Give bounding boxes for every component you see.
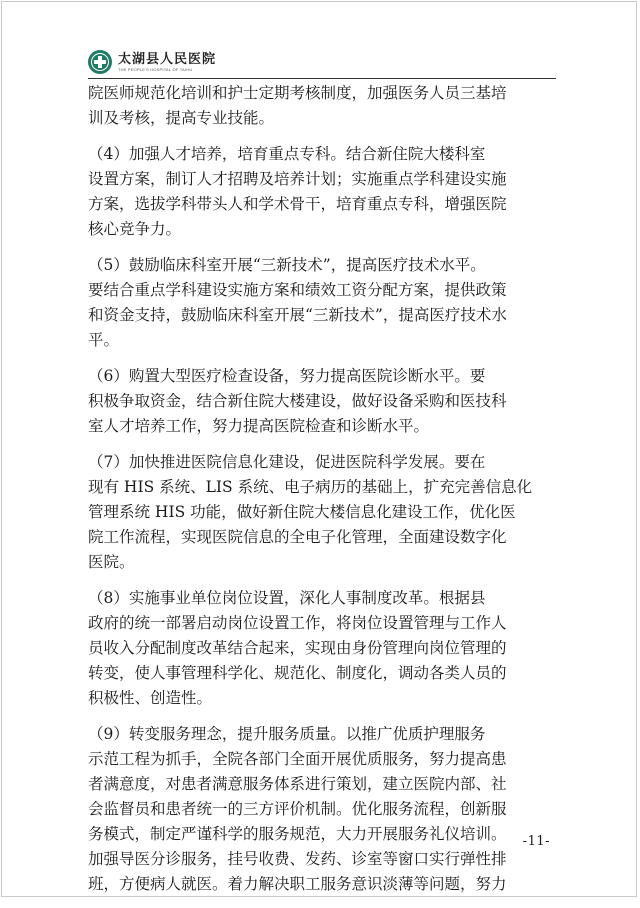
text-line: 政府的统一部署启动岗位设置工作，将岗位设置管理与工作人 [88,614,507,632]
text-line: （8）实施事业单位岗位设置，深化人事制度改革。根据县 [88,589,486,607]
paragraph-item-7 [88,450,560,575]
text-line: （4）加强人才培养，培育重点专科。结合新住院大楼科室 [88,145,486,163]
header-divider [88,78,556,79]
text-line: 训及考核，提高专业技能。 [88,109,275,127]
header-text [118,53,216,72]
text-line: 积极争取资金，结合新住院大楼建设，做好设备采购和医技科 [88,392,507,410]
paragraph-item-9 [88,722,560,897]
text-line: 方案，选拔学科带头人和学术骨干，培育重点专科，增强医院 [88,195,507,213]
text-line: 转变，使人事管理科学化、规范化、制度化，调动各类人员的 [88,664,507,682]
paragraph-continuation [88,81,560,131]
text-line: 加强导医分诊服务，挂号收费、发药、诊室等窗口实行弹性排 [88,850,507,868]
text-line: 要结合重点学科建设实施方案和绩效工资分配方案，提供政策 [88,281,507,299]
document-body [88,81,560,908]
paragraph-item-4 [88,142,560,242]
text-line: 院医师规范化培训和护士定期考核制度，加强医务人员三基培 [88,84,507,102]
text-line: 现有 HIS 系统、LIS 系统、电子病历的基础上，扩充完善信息化 [88,478,533,496]
text-line: 设置方案，制订人才招聘及培养计划；实施重点学科建设实施 [88,170,507,188]
paragraph-item-5 [88,253,560,353]
text-line: （7）加快推进医院信息化建设，促进医院科学发展。要在 [88,453,486,471]
hospital-name: 太湖县人民医院 [118,51,217,67]
text-line: 院工作流程，实现医院信息的全电子化管理，全面建设数字化 [88,528,507,546]
text-line: （6）购置大型医疗检查设备，努力提高医院诊断水平。要 [88,367,486,385]
text-line: 班，方便病人就医。着力解决职工服务意识淡薄等问题，努力 [88,875,507,893]
text-line: 和资金支持，鼓励临床科室开展“三新技术”，提高医疗技术水 [88,306,507,324]
text-line: 室人才培养工作，努力提高医院检查和诊断水平。 [88,417,430,435]
text-line: 者满意度，对患者满意服务体系进行策划，建立医院内部、社 [88,775,507,793]
text-line: 医院。 [88,553,135,571]
text-line: 核心竞争力。 [88,220,182,238]
text-line: 示范工程为抓手，全院各部门全面开展优质服务，努力提高患 [88,750,507,768]
paragraph-item-8 [88,586,560,711]
hospital-logo-icon [88,50,112,74]
page-header [88,50,216,74]
text-line: 会监督员和患者统一的三方评价机制。优化服务流程，创新服 [88,800,507,818]
text-line: 管理系统 HIS 功能，做好新住院大楼信息化建设工作，优化医 [88,503,516,521]
page-number: -11- [522,834,550,849]
text-line: 员收入分配制度改革结合起来，实现由身份管理向岗位管理的 [88,639,507,657]
text-line: （5）鼓励临床科室开展“三新技术”，提高医疗技术水平。 [88,256,486,274]
text-line: 务模式，制定严谨科学的服务规范，大力开展服务礼仪培训。 [88,825,507,843]
paragraph-item-6 [88,364,560,439]
text-line: 积极性、创造性。 [88,689,213,707]
hospital-name-en: THE PEOPLE'S HOSPITAL OF TAIHU [118,66,193,72]
text-line: 平。 [88,331,120,349]
text-line: （9）转变服务理念，提升服务质量。以推广优质护理服务 [88,725,486,743]
